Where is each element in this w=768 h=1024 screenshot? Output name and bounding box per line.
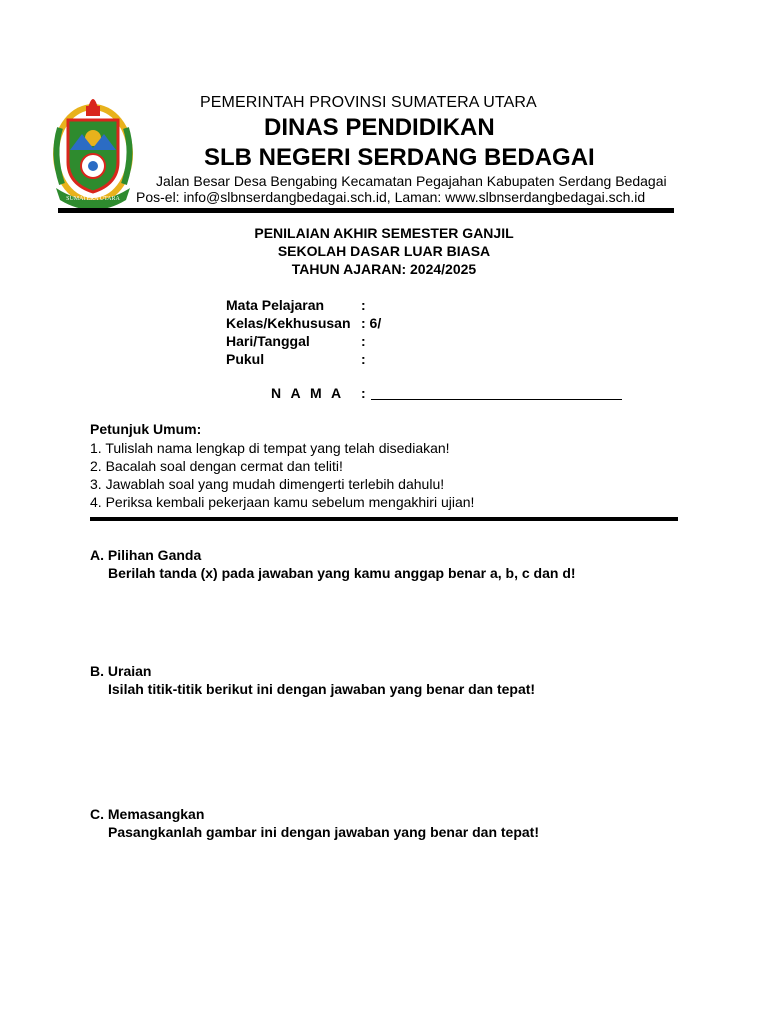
name-blank-line[interactable] <box>371 399 622 400</box>
instructions-heading: Petunjuk Umum: <box>90 421 202 437</box>
instruction-item: 1. Tulislah nama lengkap di tempat yang telah disediakan! <box>90 440 450 456</box>
field-label-date: Hari/Tanggal <box>226 333 310 349</box>
exam-year: TAHUN AJARAN: 2024/2025 <box>291 261 477 277</box>
section-a-heading: A. Pilihan Ganda <box>90 547 202 563</box>
government-name: PEMERINTAH PROVINSI SUMATERA UTARA <box>200 94 537 111</box>
instruction-item: 3. Jawablah soal yang mudah dimengerti terlebih dahulu! <box>90 476 445 492</box>
field-value-time: : <box>361 351 366 367</box>
name-colon: : <box>361 385 366 401</box>
field-label-subject: Mata Pelajaran <box>226 297 325 313</box>
instructions-divider <box>90 517 678 521</box>
section-b-heading: B. Uraian <box>90 663 152 679</box>
exam-title: PENILAIAN AKHIR SEMESTER GANJIL <box>254 225 514 241</box>
provincial-emblem-icon <box>48 88 138 210</box>
field-label-class: Kelas/Kekhususan <box>226 315 351 331</box>
section-c-heading: C. Memasangkan <box>90 806 205 822</box>
section-c-description: Pasangkanlah gambar ini dengan jawaban yang benar dan tepat! <box>108 824 539 840</box>
section-a-description: Berilah tanda (x) pada jawaban yang kamu anggap benar a, b, c dan d! <box>108 565 576 581</box>
header-divider <box>58 208 674 213</box>
svg-text:SUMATERA UTARA: SUMATERA UTARA <box>66 196 120 202</box>
field-value-subject: : <box>361 297 366 313</box>
instruction-item: 4. Periksa kembali pekerjaan kamu sebelum mengakhiri ujian! <box>90 494 475 510</box>
section-b-description: Isilah titik-titik berikut ini dengan jawaban yang benar dan tepat! <box>108 681 536 697</box>
field-value-date: : <box>361 333 366 349</box>
school-address: Jalan Besar Desa Bengabing Kecamatan Pegajahan Kabupaten Serdang Bedagai <box>156 173 667 189</box>
exam-level: SEKOLAH DASAR LUAR BIASA <box>277 243 491 259</box>
department-name: DINAS PENDIDIKAN <box>264 114 495 141</box>
field-value-class: : 6/ <box>361 315 382 331</box>
name-label: N A M A <box>271 385 345 401</box>
field-label-time: Pukul <box>226 351 265 367</box>
instruction-item: 2. Bacalah soal dengan cermat dan teliti! <box>90 458 343 474</box>
school-contact: Pos-el: info@slbnserdangbedagai.sch.id, Laman: www.slbnserdangbedagai.sch.id <box>136 189 646 205</box>
school-name: SLB NEGERI SERDANG BEDAGAI <box>204 144 595 171</box>
